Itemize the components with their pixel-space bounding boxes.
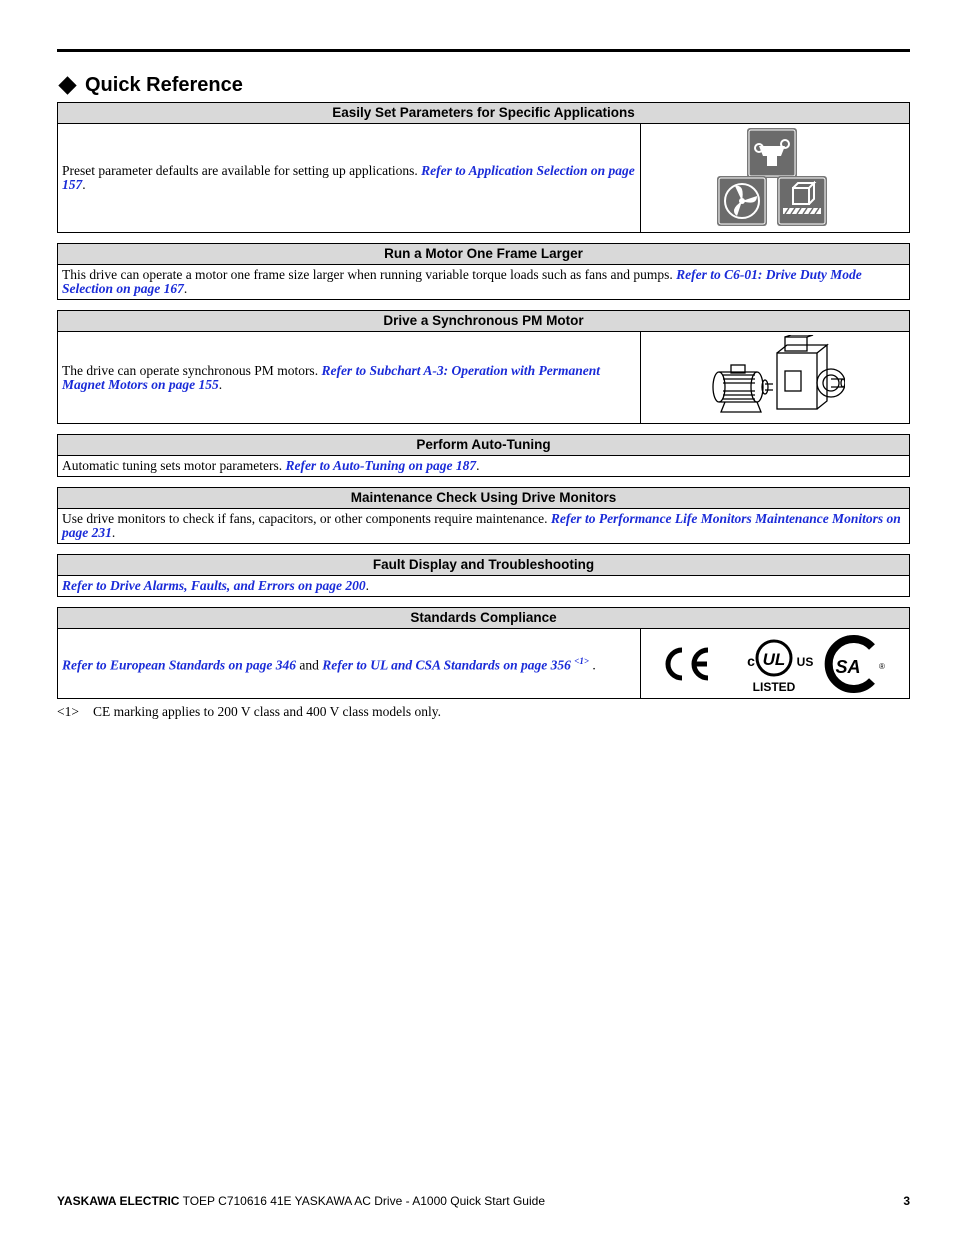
apps-header: Easily Set Parameters for Specific Applications	[58, 103, 909, 124]
fault-text-cell: Refer to Drive Alarms, Faults, and Errors on page 200.	[62, 578, 370, 593]
footnote-ref[interactable]: <1>	[574, 656, 589, 667]
apps-text: Preset parameter defaults are available for setting up applications.	[62, 163, 422, 178]
diamond-bullet-icon	[58, 76, 76, 94]
european-standards-link[interactable]: Refer to European Standards on page 346	[62, 657, 297, 673]
autotune-text-cell: Automatic tuning sets motor parameters. Refer to Auto-Tuning on page 187.	[62, 458, 480, 473]
fault-link[interactable]: Refer to Drive Alarms, Faults, and Errors on page 200	[62, 578, 366, 593]
ul-listed-text: LISTED	[752, 679, 796, 694]
pm-motor-text: The drive can operate synchronous PM motors.	[62, 362, 322, 378]
certification-logos	[660, 633, 890, 695]
motor-frame-header: Run a Motor One Frame Larger	[58, 244, 909, 265]
apps-link[interactable]: Refer to Application Selection on page 157	[62, 163, 635, 192]
maintenance-link[interactable]: Refer to Performance Life Monitors Maintenance Monitors on page 231	[62, 511, 901, 540]
ul-listed-icon	[747, 641, 813, 694]
footnote-text: CE marking applies to 200 V class and 400 V class models only.	[93, 704, 441, 719]
autotune-link[interactable]: Refer to Auto-Tuning on page 187	[285, 458, 477, 473]
svg-text:SA: SA	[835, 656, 861, 677]
footnote-mark: <1>	[57, 704, 79, 719]
ul-text: UL	[762, 649, 786, 669]
ce-mark-icon	[668, 650, 708, 678]
autotune-header: Perform Auto-Tuning	[58, 435, 909, 456]
top-rule	[57, 49, 910, 52]
motor-illustration	[705, 335, 845, 421]
apps-image-cell	[640, 124, 909, 232]
maintenance-box	[57, 487, 910, 544]
fault-box	[57, 554, 910, 597]
pm-motor-link[interactable]: Refer to Subchart A-3: Operation with Permanent Magnet Motors on page 155	[62, 362, 600, 392]
motor-frame-link[interactable]: Refer to C6-01: Drive Duty Mode Selection on page 167	[62, 267, 862, 296]
ul-c-text: c	[747, 652, 755, 669]
csa-registered-mark: ®	[879, 661, 885, 671]
pm-motor-box	[57, 310, 910, 424]
pm-motor-text-cell: The drive can operate synchronous PM motors. Refer to Subchart A-3: Operation with Permanent Magnet Motors on page 155.	[62, 362, 600, 392]
footer-doc: TOEP C710616 41E YASKAWA AC Drive - A1000 Quick Start Guide	[179, 1194, 545, 1208]
maintenance-text-cell: Use drive monitors to check if fans, capacitors, or other components require maintenance. Refer to Performance Life Monitors Maintenance Monitors on page 231.	[62, 511, 901, 540]
section-title: Quick Reference	[85, 74, 243, 96]
pm-motor-image-cell	[640, 332, 909, 423]
motor-frame-text-cell: This drive can operate a motor one frame size larger when running variable torque loads such as fans and pumps. Refer to C6-01: Drive Duty Mode Selection on page 167.	[62, 267, 862, 296]
standards-box	[57, 607, 910, 699]
page-number: 3	[903, 1194, 910, 1208]
page-footer	[57, 1194, 910, 1208]
maintenance-text: Use drive monitors to check if fans, capacitors, or other components require maintenance.	[62, 511, 551, 526]
standards-logo-cell	[640, 629, 909, 698]
fan-icon	[717, 176, 767, 226]
pump-icon	[747, 128, 797, 178]
apps-box	[57, 102, 910, 233]
ul-csa-standards-link[interactable]: Refer to UL and CSA Standards on page 356	[322, 657, 571, 673]
pm-motor-header: Drive a Synchronous PM Motor	[58, 311, 909, 332]
ul-us-text: US	[796, 654, 814, 669]
section-heading	[58, 74, 243, 97]
footnote	[57, 704, 441, 720]
conveyor-icon	[777, 176, 827, 226]
standards-header: Standards Compliance	[58, 608, 909, 629]
apps-text-cell: Preset parameter defaults are available for setting up applications. Refer to Application Selection on page 157.	[62, 163, 635, 192]
motor-frame-text: This drive can operate a motor one frame size larger when running variable torque loads such as fans and pumps.	[62, 267, 677, 282]
motor-frame-box	[57, 243, 910, 300]
footer-brand: YASKAWA ELECTRIC	[57, 1194, 180, 1208]
autotune-text: Automatic tuning sets motor parameters.	[62, 458, 286, 473]
standards-text-cell: Refer to European Standards on page 346 and Refer to UL and CSA Standards on page 356 $^{<1>}$ .	[62, 656, 596, 673]
fault-header: Fault Display and Troubleshooting	[58, 555, 909, 576]
application-icons	[715, 126, 835, 230]
maintenance-header: Maintenance Check Using Drive Monitors	[58, 488, 909, 509]
autotune-box	[57, 434, 910, 477]
csa-mark-icon	[829, 639, 885, 689]
